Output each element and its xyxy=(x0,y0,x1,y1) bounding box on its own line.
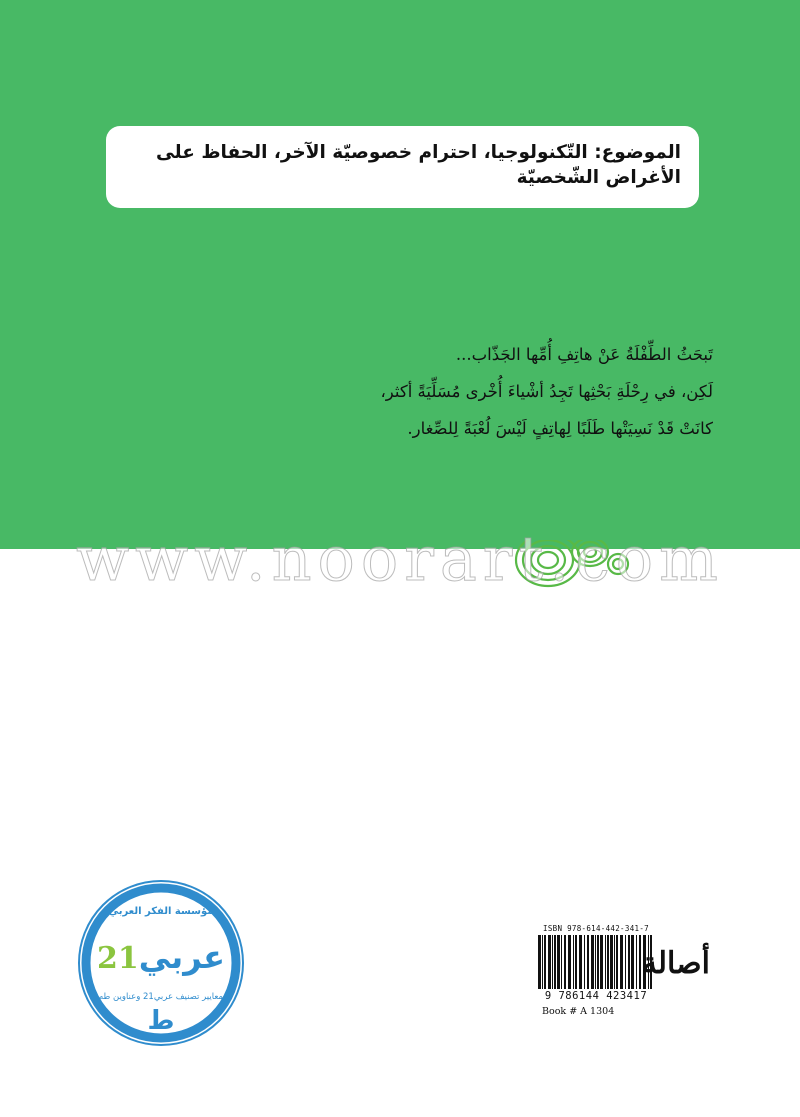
barcode-bar xyxy=(614,935,615,989)
barcode-bar xyxy=(554,935,556,989)
barcode-bar xyxy=(584,935,585,989)
barcode-bar xyxy=(564,935,566,989)
topic-line-1: الموضوع: التّكنولوجيا، احترام خصوصيّة الآخر، الحفاظ على xyxy=(155,142,681,163)
isbn-text: ISBN 978-614-442-341-7 xyxy=(543,924,649,933)
blurb-line-3: كانَتْ قَدْ نَسِيَتْها طَلَبًا لِهاتِفٍ لَيْسَ لُعْبَةً لِلصِّغار. xyxy=(407,419,713,438)
back-cover-blurb xyxy=(210,336,713,447)
barcode-bar xyxy=(542,935,543,989)
topic-line-2: الأغراض الشّخصيّة xyxy=(516,167,681,188)
barcode-bar xyxy=(561,935,562,989)
barcode-bar xyxy=(628,935,630,989)
barcode-bar xyxy=(573,935,574,989)
badge-logo xyxy=(76,938,246,976)
barcode-bar xyxy=(639,935,641,989)
barcode-bar xyxy=(607,935,609,989)
barcode-bar xyxy=(587,935,589,989)
badge-title: مؤسسة الفكر العربي xyxy=(108,906,214,917)
barcode-bar xyxy=(600,935,603,989)
barcode-bar xyxy=(548,935,551,989)
isbn-digits: 9 786144 423417 xyxy=(544,990,648,1002)
watermark: www.noorart.com xyxy=(76,522,724,595)
barcode-bar xyxy=(610,935,613,989)
barcode-bar xyxy=(636,935,637,989)
barcode-bar xyxy=(616,935,618,989)
barcode-bar xyxy=(625,935,626,989)
barcode-bar xyxy=(538,935,541,989)
barcode-bar xyxy=(631,935,634,989)
barcode-bar xyxy=(568,935,571,989)
barcode-icon xyxy=(536,935,656,989)
barcode-bar xyxy=(597,935,599,989)
badge-letter: ط xyxy=(147,1006,175,1036)
arabi21-badge xyxy=(76,878,246,1048)
cover-green-panel xyxy=(0,0,800,549)
badge-logo-word: عربي xyxy=(138,938,225,976)
badge-logo-number: 21 xyxy=(97,941,139,976)
barcode-bar xyxy=(544,935,546,989)
publisher-logo: أصالة xyxy=(641,946,710,981)
barcode-bar xyxy=(579,935,582,989)
barcode-bar xyxy=(595,935,596,989)
isbn-block xyxy=(536,924,656,1017)
barcode-bar xyxy=(605,935,606,989)
book-number: Book # A 1304 xyxy=(542,1006,615,1017)
barcode-bar xyxy=(575,935,577,989)
barcode-bar xyxy=(620,935,623,989)
badge-subtitle: معايير تصنيف عربي21 وعناوين طه xyxy=(99,992,223,1002)
blurb-line-1: تَبحَثُ الطِّفْلَةُ عَنْ هاتِفِ أُمِّها الجَذّاب... xyxy=(455,345,713,364)
topic-box xyxy=(106,126,699,208)
barcode-bar xyxy=(557,935,560,989)
barcode-bar xyxy=(591,935,594,989)
barcode-bar xyxy=(552,935,553,989)
blurb-line-2: لَكِن، في رِحْلَةِ بَحْثِها تَجِدُ أشْياءَ أُخْرى مُسَلِّيَةً أكثر، xyxy=(380,382,713,401)
